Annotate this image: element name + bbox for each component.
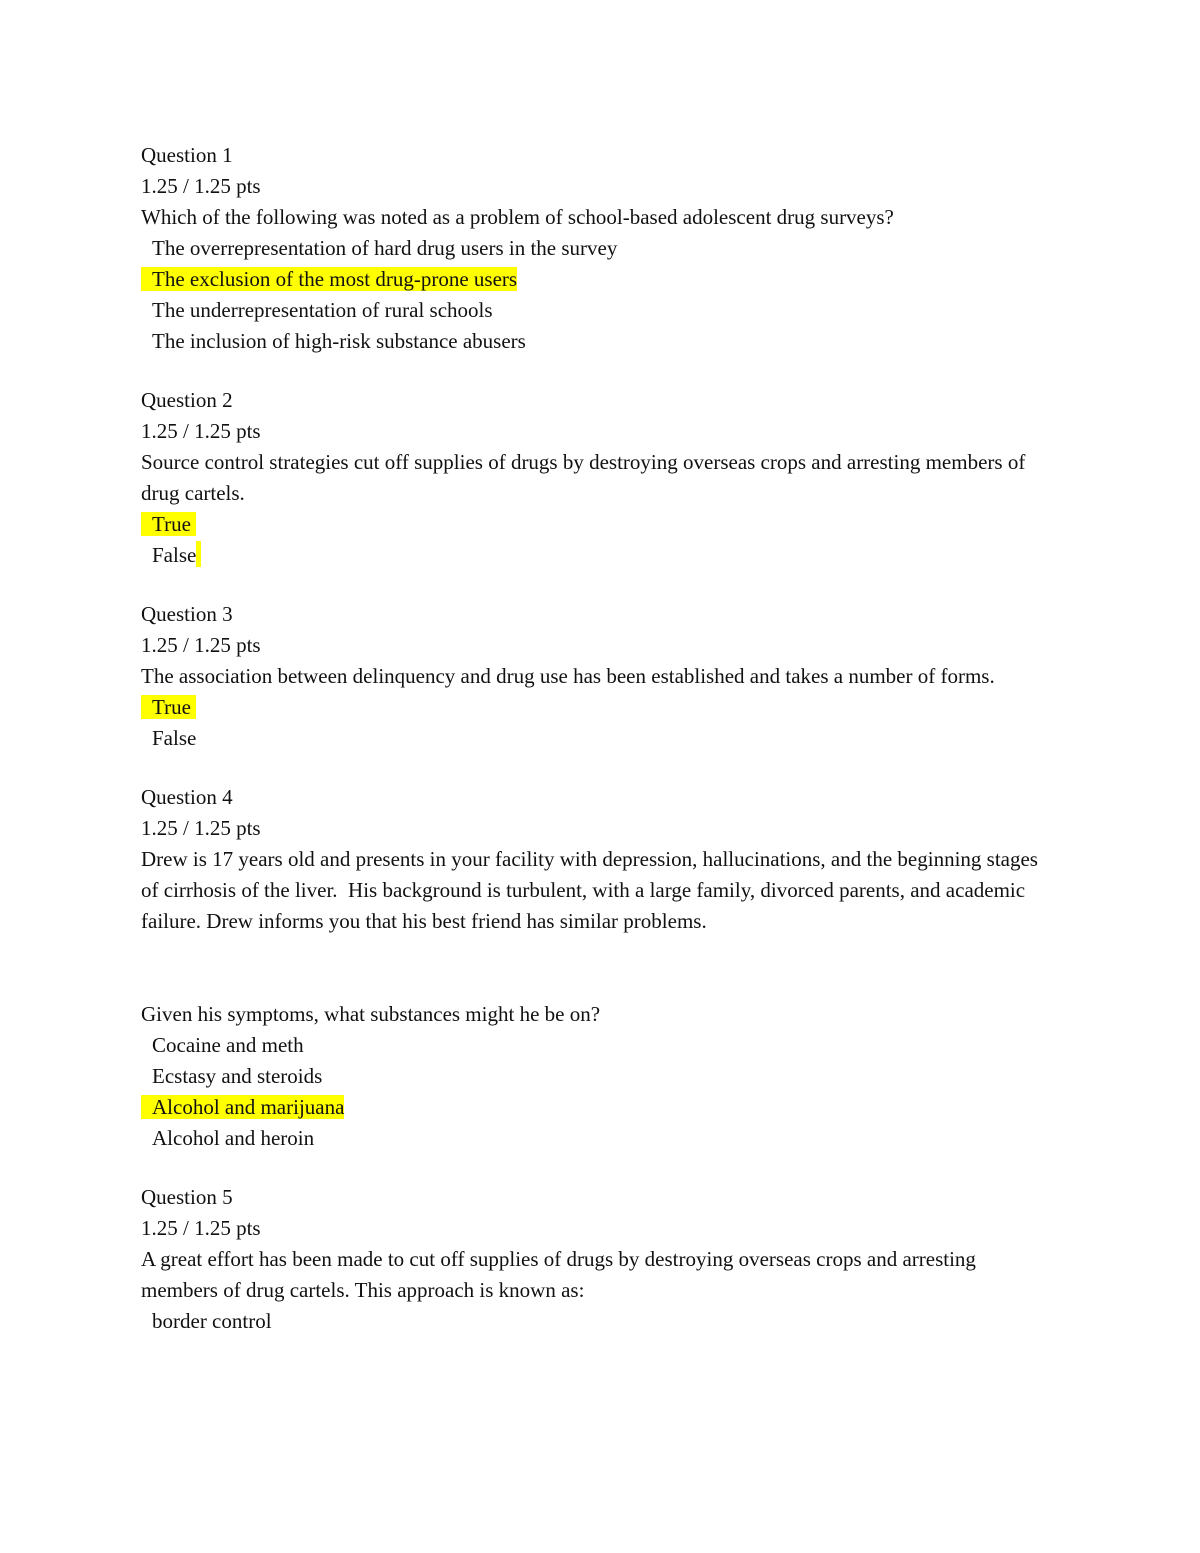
answer-option: The underrepresentation of rural schools	[152, 298, 493, 322]
question-4	[141, 782, 1051, 1154]
question-points: 1.25 / 1.25 pts	[141, 419, 261, 443]
question-title: Question 3	[141, 602, 233, 626]
document-content	[141, 140, 1051, 1337]
question-prompt: Source control strategies cut off supplies of drugs by destroying overseas crops and arresting members of drug cartels.	[141, 450, 1031, 505]
answer-option-highlighted: True	[141, 692, 1051, 723]
answer-option: Cocaine and meth	[152, 1033, 304, 1057]
answer-option: Alcohol and heroin	[152, 1126, 315, 1150]
question-title: Question 2	[141, 388, 233, 412]
answer-option: Ecstasy and steroids	[152, 1064, 323, 1088]
question-title: Question 1	[141, 143, 233, 167]
question-5	[141, 1182, 1051, 1337]
answer-option-highlighted: Alcohol and marijuana	[141, 1092, 1051, 1123]
answer-option-highlighted: True	[141, 509, 1051, 540]
question-prompt: Drew is 17 years old and presents in your facility with depression, hallucinations, and the beginning stages of cirrhosis of the liver. His background is turbulent, with a large family, divorced parents, and academic failure. Drew informs you that his best friend has similar problems.	[141, 847, 1044, 933]
question-prompt: A great effort has been made to cut off supplies of drugs by destroying overseas crops and arresting members of drug cartels. This approach is known as:	[141, 1247, 982, 1302]
blank-space	[141, 937, 1051, 999]
answer-option: False	[141, 540, 1051, 571]
question-points: 1.25 / 1.25 pts	[141, 633, 261, 657]
question-2	[141, 385, 1051, 571]
answer-option: The overrepresentation of hard drug users in the survey	[152, 236, 618, 260]
question-prompt: The association between delinquency and drug use has been established and takes a number of forms.	[141, 664, 995, 688]
answer-option: border control	[152, 1309, 272, 1333]
highlight-mark	[196, 541, 201, 567]
question-points: 1.25 / 1.25 pts	[141, 816, 261, 840]
question-1	[141, 140, 1051, 357]
answer-option-highlighted: The exclusion of the most drug-prone users	[141, 264, 1051, 295]
answer-option: False	[152, 726, 197, 750]
question-points: 1.25 / 1.25 pts	[141, 174, 261, 198]
question-3	[141, 599, 1051, 754]
question-prompt: Which of the following was noted as a problem of school-based adolescent drug surveys?	[141, 205, 894, 229]
question-title: Question 4	[141, 785, 233, 809]
question-title: Question 5	[141, 1185, 233, 1209]
question-prompt-followup: Given his symptoms, what substances might he be on?	[141, 1002, 601, 1026]
answer-option: The inclusion of high-risk substance abusers	[152, 329, 526, 353]
question-points: 1.25 / 1.25 pts	[141, 1216, 261, 1240]
